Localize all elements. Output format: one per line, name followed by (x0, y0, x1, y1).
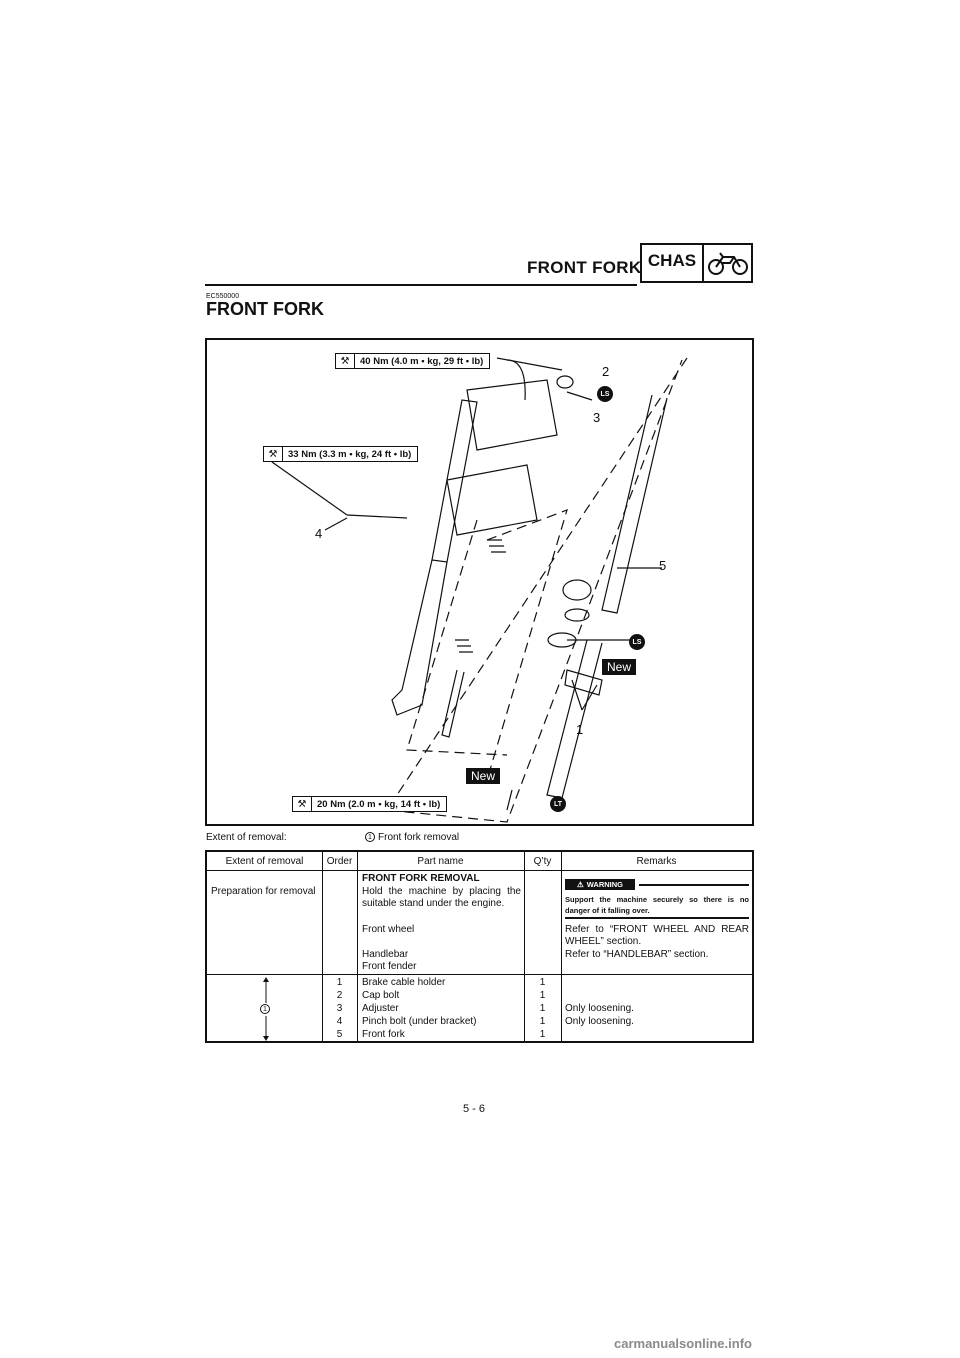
torque-label-cap-bolt (335, 353, 490, 369)
callout-5: 5 (659, 558, 667, 573)
prep-remark-front-wheel: Refer to “FRONT WHEEL AND REAR WHEEL” section. (565, 924, 749, 947)
motorcycle-icon (704, 245, 751, 281)
page-number: 5 - 6 (463, 1103, 486, 1115)
extent-value-line (365, 832, 459, 843)
row-part: Front fork (362, 1029, 405, 1040)
col-header-part: Part name (417, 856, 464, 867)
torque-value: 33 Nm (3.3 m • kg, 24 ft • lb) (288, 448, 412, 460)
row-qty: 1 (539, 1029, 546, 1040)
torque-wrench-icon: ⚒ (264, 447, 283, 461)
section-code: EC550000 (206, 293, 240, 300)
callout-1: 1 (576, 722, 584, 737)
new-part-tag: New (466, 768, 500, 784)
ls-grease-icon: LS (629, 634, 645, 650)
callout-2: 2 (602, 364, 610, 379)
torque-value: 40 Nm (4.0 m • kg, 29 ft • lb) (360, 355, 484, 367)
torque-value: 20 Nm (2.0 m • kg, 14 ft • lb) (317, 798, 441, 810)
warning-icon: ⚠ (577, 880, 584, 889)
extent-marker: 1 (365, 832, 375, 842)
section-box (640, 243, 753, 283)
row-order: 5 (336, 1029, 343, 1040)
row-qty: 1 (539, 990, 546, 1001)
row-order: 4 (336, 1016, 343, 1027)
row-qty: 1 (539, 977, 546, 988)
prep-remark-handlebar: Refer to “HANDLEBAR” section. (565, 949, 709, 960)
extent-marker: 1 (260, 1004, 270, 1014)
prep-extent: Preparation for removal (211, 886, 316, 897)
extent-value: Front fork removal (378, 832, 460, 843)
fork-illustration (207, 340, 754, 826)
row-remarks: Only loosening. (565, 1016, 634, 1027)
torque-label-bottom-bolt (292, 796, 447, 812)
prep-step-front-fender: Front fender (362, 961, 417, 972)
torque-wrench-icon: ⚒ (293, 797, 312, 811)
section-label: CHAS (642, 245, 704, 281)
callout-4: 4 (315, 526, 323, 541)
col-header-order: Order (326, 856, 353, 867)
exploded-diagram (205, 338, 754, 826)
removal-table (205, 850, 754, 1043)
row-part: Brake cable holder (362, 977, 446, 988)
page-title: FRONT FORK (206, 299, 324, 319)
callout-3: 3 (593, 410, 601, 425)
lt-locktite-icon: LT (550, 796, 566, 812)
warning-badge (565, 879, 635, 890)
prep-heading: FRONT FORK REMOVAL (362, 873, 480, 884)
warning-text: Support the machine securely so there is no danger of it falling over. (565, 895, 749, 915)
row-remarks: Only loosening. (565, 1003, 634, 1014)
row-part: Adjuster (362, 1003, 399, 1014)
row-order: 1 (336, 977, 343, 988)
row-order: 2 (336, 990, 343, 1001)
row-order: 3 (336, 1003, 343, 1014)
extent-label: Extent of removal: (206, 832, 287, 843)
row-qty: 1 (539, 1016, 546, 1027)
ls-grease-icon: LS (597, 386, 613, 402)
row-part: Pinch bolt (under bracket) (362, 1016, 477, 1027)
prep-step-stand: Hold the machine by placing the suitable stand under the engine. (362, 886, 521, 909)
header-title: FRONT FORK (527, 258, 642, 277)
watermark: carmanualsonline.info (614, 1336, 752, 1351)
torque-label-pinch-bolt (263, 446, 418, 462)
col-header-remarks: Remarks (636, 856, 677, 867)
header-rule (205, 284, 637, 286)
torque-wrench-icon: ⚒ (336, 354, 355, 368)
row-qty: 1 (539, 1003, 546, 1014)
prep-step-front-wheel: Front wheel (362, 924, 415, 935)
prep-step-handlebar: Handlebar (362, 949, 409, 960)
col-header-extent: Extent of removal (225, 856, 304, 867)
warning-label: WARNING (586, 880, 623, 889)
col-header-qty: Q’ty (533, 856, 552, 867)
new-part-tag: New (602, 659, 636, 675)
row-part: Cap bolt (362, 990, 400, 1001)
